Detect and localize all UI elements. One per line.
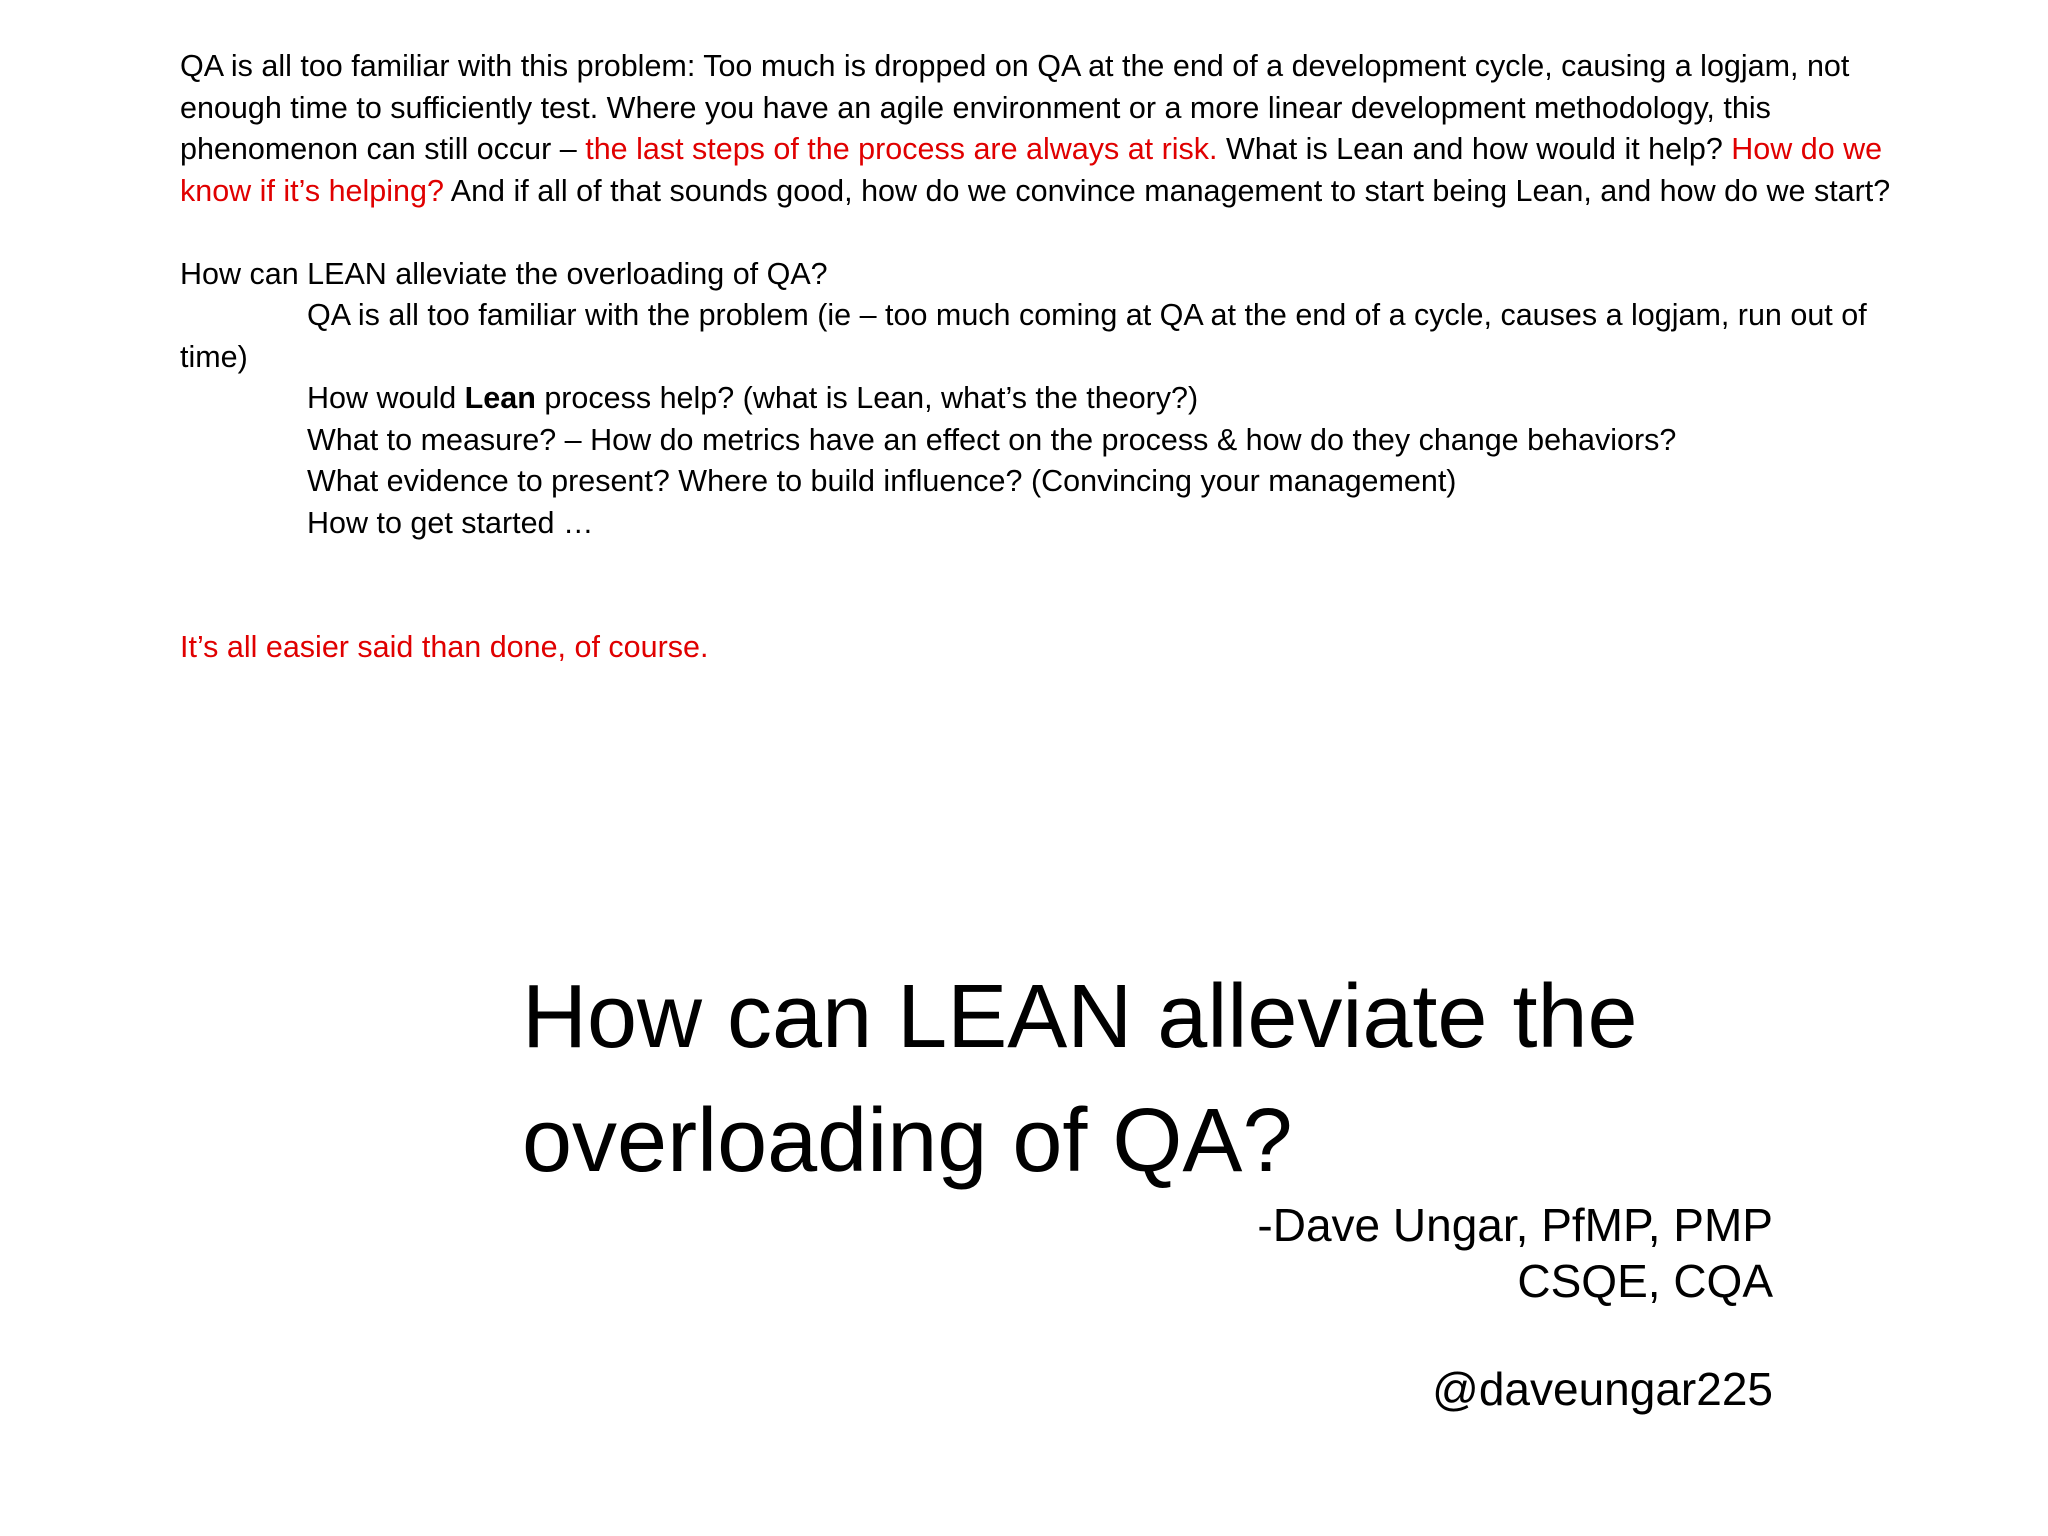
intro-emphasis-helping: How do we know if it’s helping? [180, 132, 1883, 208]
slide-title [522, 955, 1822, 1203]
outline-item-lean-bold: Lean [464, 381, 536, 415]
outline-item-evidence: What evidence to present? Where to build influence? (Convincing your management) [307, 464, 1457, 498]
outline-item-problem: QA is all too familiar with the problem (ie – too much coming at QA at the end of a cycle, causes a logjam, run out of time) [180, 298, 1867, 374]
outline-item-lean-pre: How would [307, 381, 465, 415]
outline-item-start: How to get started … [307, 505, 594, 540]
outline-heading: How can LEAN alleviate the overloading of QA? [180, 256, 828, 291]
author-credits [1257, 1197, 1773, 1417]
outline-item-measure: What to measure? – How do metrics have an effect on the process & how do they change behaviors? [307, 422, 1677, 457]
outline-item-lean [180, 378, 1900, 420]
intro-text-3: And if all of that sounds good, how do we convince management to start being Lean, and how do we start? [443, 173, 1891, 208]
author-name: -Dave Ungar, PfMP, PMP [1257, 1199, 1773, 1251]
author-handle: @daveungar225 [1432, 1363, 1773, 1415]
slide-title-line-1: How can LEAN alleviate the [522, 967, 1638, 1067]
intro-text-2: What is Lean and how would it help? [1217, 132, 1732, 166]
author-certifications: CSQE, CQA [1517, 1255, 1773, 1307]
intro-paragraph [180, 46, 1900, 212]
slide-title-line-2: overloading of QA? [522, 1091, 1293, 1191]
closing-remark: It’s all easier said than done, of course. [180, 630, 709, 664]
speaker-notes [180, 46, 1900, 669]
intro-text-1: QA is all too familiar with this problem: Too much is dropped on QA at the end of a development cycle, causing a logjam, not enough time to sufficiently test. Where you have an agile environment or a more linear development methodology, this phenomenon can still occur – [180, 49, 1850, 166]
intro-emphasis-risk: the last steps of the process are always at risk. [585, 132, 1218, 166]
outline-item-lean-post: process help? (what is Lean, what’s the theory?) [535, 381, 1199, 415]
